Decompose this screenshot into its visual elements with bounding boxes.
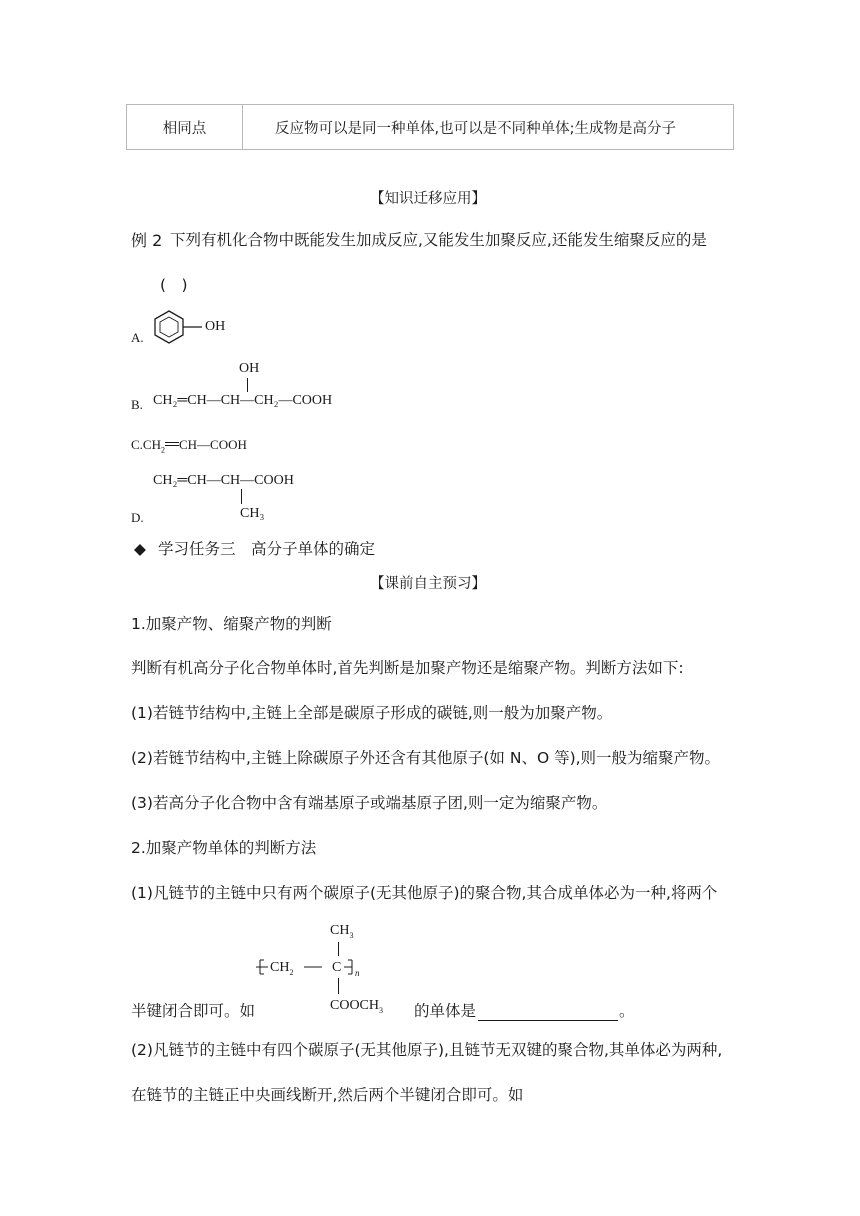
option-d-letter: D. xyxy=(131,510,144,525)
option-a-oh: OH xyxy=(205,319,226,334)
paragraph-5: (3)若高分子化合物中含有端基原子或端基原子团,则一定为缩聚产物。 xyxy=(131,794,608,812)
option-b-chain: CH₂═CH—CH—CH₂—COOH xyxy=(153,393,333,408)
option-b-letter: B. xyxy=(131,397,143,412)
polymer-bottom-bond xyxy=(338,978,339,994)
option-c-ch2: CH xyxy=(142,437,161,452)
paragraph-4: (2)若链节结构中,主链上除碳原子外还含有其他原子(如 N、O 等),则一般为缩聚产物。 xyxy=(131,749,721,767)
option-d-chain: CH₂═CH—CH—COOH xyxy=(153,473,294,488)
option-d-ch3: CH₃ xyxy=(240,506,265,521)
option-c-double-bond xyxy=(165,442,179,446)
example-label: 例 2 xyxy=(131,231,163,250)
section-heading-preview: 【课前自主预习】 xyxy=(370,576,486,592)
section-heading-knowledge: 【知识迁移应用】 xyxy=(370,191,486,207)
paragraph-1: 1.加聚产物、缩聚产物的判断 xyxy=(131,615,332,633)
table-content-cell: 反应物可以是同一种单体,也可以是不同种单体;生成物是高分子 xyxy=(243,105,734,150)
option-c-sub: 2 xyxy=(160,445,165,455)
option-c-letter: C. xyxy=(131,437,143,452)
option-c-formula xyxy=(131,437,247,455)
option-b-bond xyxy=(247,378,248,392)
option-b-oh: OH xyxy=(239,361,260,376)
comparison-table xyxy=(126,104,734,150)
paragraph-8-mid: 的单体是 xyxy=(414,1002,477,1020)
example-question: 下列有机化合物中既能发生加成反应,又能发生加聚反应,还能发生缩聚反应的是 xyxy=(170,231,707,249)
table-row xyxy=(127,105,734,150)
answer-paren: ( ) xyxy=(160,276,188,294)
option-c-rest: CH—COOH xyxy=(178,437,247,452)
polymer-ch2: $CH_2$ xyxy=(270,960,294,977)
paragraph-10: 在链节的主链正中央画线断开,然后两个半键闭合即可。如 xyxy=(131,1086,524,1104)
answer-blank[interactable] xyxy=(478,1004,618,1021)
diamond-bullet-icon: ◆ xyxy=(134,540,146,558)
polymer-ch3: $CH_3$ xyxy=(330,923,354,940)
paragraph-9: (2)凡链节的主链中有四个碳原子(无其他原子),且链节无双键的聚合物,其单体必为两种, xyxy=(131,1041,723,1059)
option-d-bond xyxy=(241,489,242,504)
paragraph-7: (1)凡链节的主链中只有两个碳原子(无其他原子)的聚合物,其合成单体必为一种,将两个 xyxy=(131,884,718,902)
paragraph-6: 2.加聚产物单体的判断方法 xyxy=(131,839,317,857)
table-label-cell: 相同点 xyxy=(127,105,243,150)
task-title: 学习任务三 高分子单体的确定 xyxy=(158,540,376,558)
option-a-letter: A. xyxy=(131,330,144,345)
polymer-c: C xyxy=(332,960,342,975)
polymer-cooch3: $COOCH_3$ xyxy=(330,998,384,1015)
polymer-n: n xyxy=(355,968,360,978)
paragraph-2: 判断有机高分子化合物单体时,首先判断是加聚产物还是缩聚产物。判断方法如下: xyxy=(131,659,684,677)
paragraph-3: (1)若链节结构中,主链上全部是碳原子形成的碳链,则一般为加聚产物。 xyxy=(131,704,613,722)
paragraph-8-start: 半键闭合即可。如 xyxy=(131,1002,256,1020)
paragraph-8-end: 。 xyxy=(619,1002,635,1020)
